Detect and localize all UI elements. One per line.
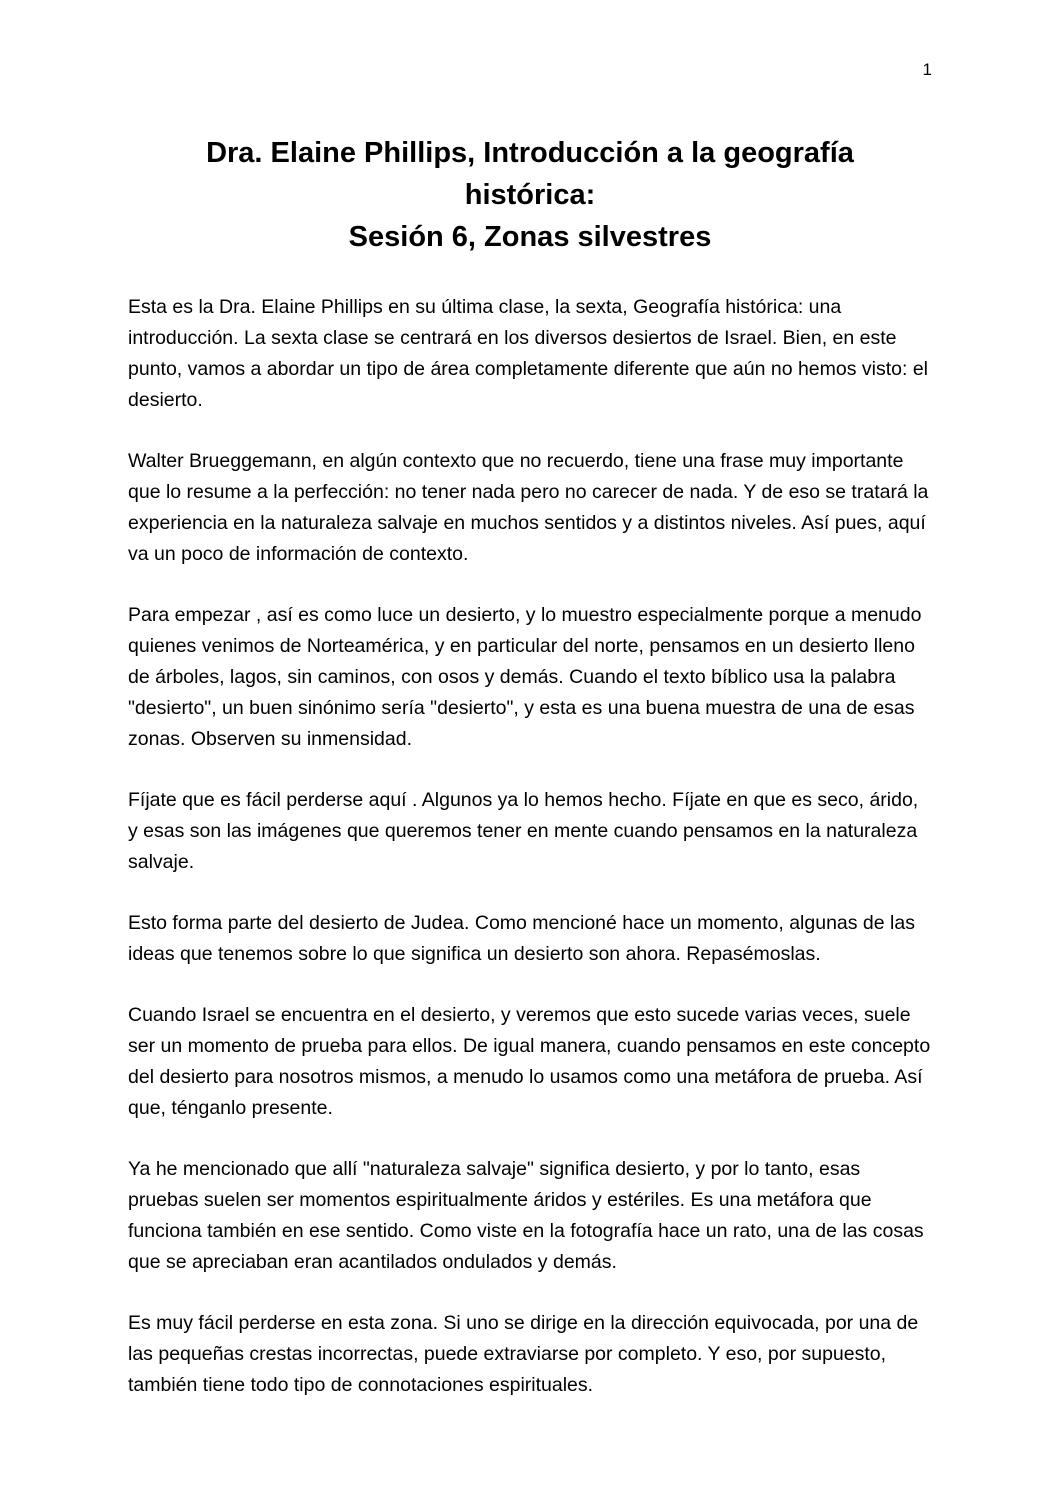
paragraph-2: Walter Brueggemann, en algún contexto que no recuerdo, tiene una frase muy importante que lo resume a la perfección: no tener nada pero no carecer de nada. Y de eso se tratará la experiencia en la naturaleza salvaje en muchos sentidos y a distintos niveles. Así pues, aquí va un poco de información de contexto. <box>128 450 929 566</box>
paragraph-8: Es muy fácil perderse en esta zona. Si uno se dirige en la dirección equivocada, por una de las pequeñas crestas incorrectas, puede extraviarse por completo. Y eso, por supuesto, también tiene todo tipo de connotaciones espirituales. <box>128 1312 919 1397</box>
paragraph-5: Esto forma parte del desierto de Judea. Como mencioné hace un momento, algunas de las ideas que tenemos sobre lo que significa un desierto son ahora. Repasémoslas. <box>128 912 915 966</box>
paragraph-1: Esta es la Dra. Elaine Phillips en su última clase, la sexta, Geografía histórica: una introducción. La sexta clase se centrará en los diversos desiertos de Israel. Bien, en este punto, vamos a abordar un tipo de área completamente diferente que aún no hemos visto: el desierto. <box>128 296 929 412</box>
document-title-line-1: Dra. Elaine Phillips, Introducción a la geografía histórica: <box>206 137 854 212</box>
paragraph-6: Cuando Israel se encuentra en el desierto, y veremos que esto sucede varias veces, suele ser un momento de prueba para ellos. De igual manera, cuando pensamos en este concepto del desierto para nosotros mismos, a menudo lo usamos como una metáfora de prueba. Así que, ténganlo presente. <box>128 1004 931 1120</box>
paragraph-3: Para empezar , así es como luce un desierto, y lo muestro especialmente porque a menudo quienes venimos de Norteamérica, y en particular del norte, pensamos en un desierto lleno de árboles, lagos, sin caminos, con osos y demás. Cuando el texto bíblico usa la palabra "desierto", un buen sinónimo sería "desierto", y esta es una buena muestra de una de esas zonas. Observen su inmensidad. <box>128 604 922 751</box>
paragraph-4: Fíjate que es fácil perderse aquí . Algunos ya lo hemos hecho. Fíjate en que es seco, árido, y esas son las imágenes que queremos tener en mente cuando pensamos en la naturaleza salvaje. <box>128 789 919 874</box>
page-number: 1 <box>922 60 932 79</box>
document-body <box>128 292 932 1401</box>
document-title <box>150 132 910 258</box>
paragraph-7: Ya he mencionado que allí "naturaleza salvaje" significa desierto, y por lo tanto, esas pruebas suelen ser momentos espiritualmente áridos y estériles. Es una metáfora que funciona también en ese sentido. Como viste en la fotografía hace un rato, una de las cosas que se apreciaban eran acantilados ondulados y demás. <box>128 1158 924 1274</box>
document-title-line-2: Sesión 6, Zonas silvestres <box>348 221 712 254</box>
